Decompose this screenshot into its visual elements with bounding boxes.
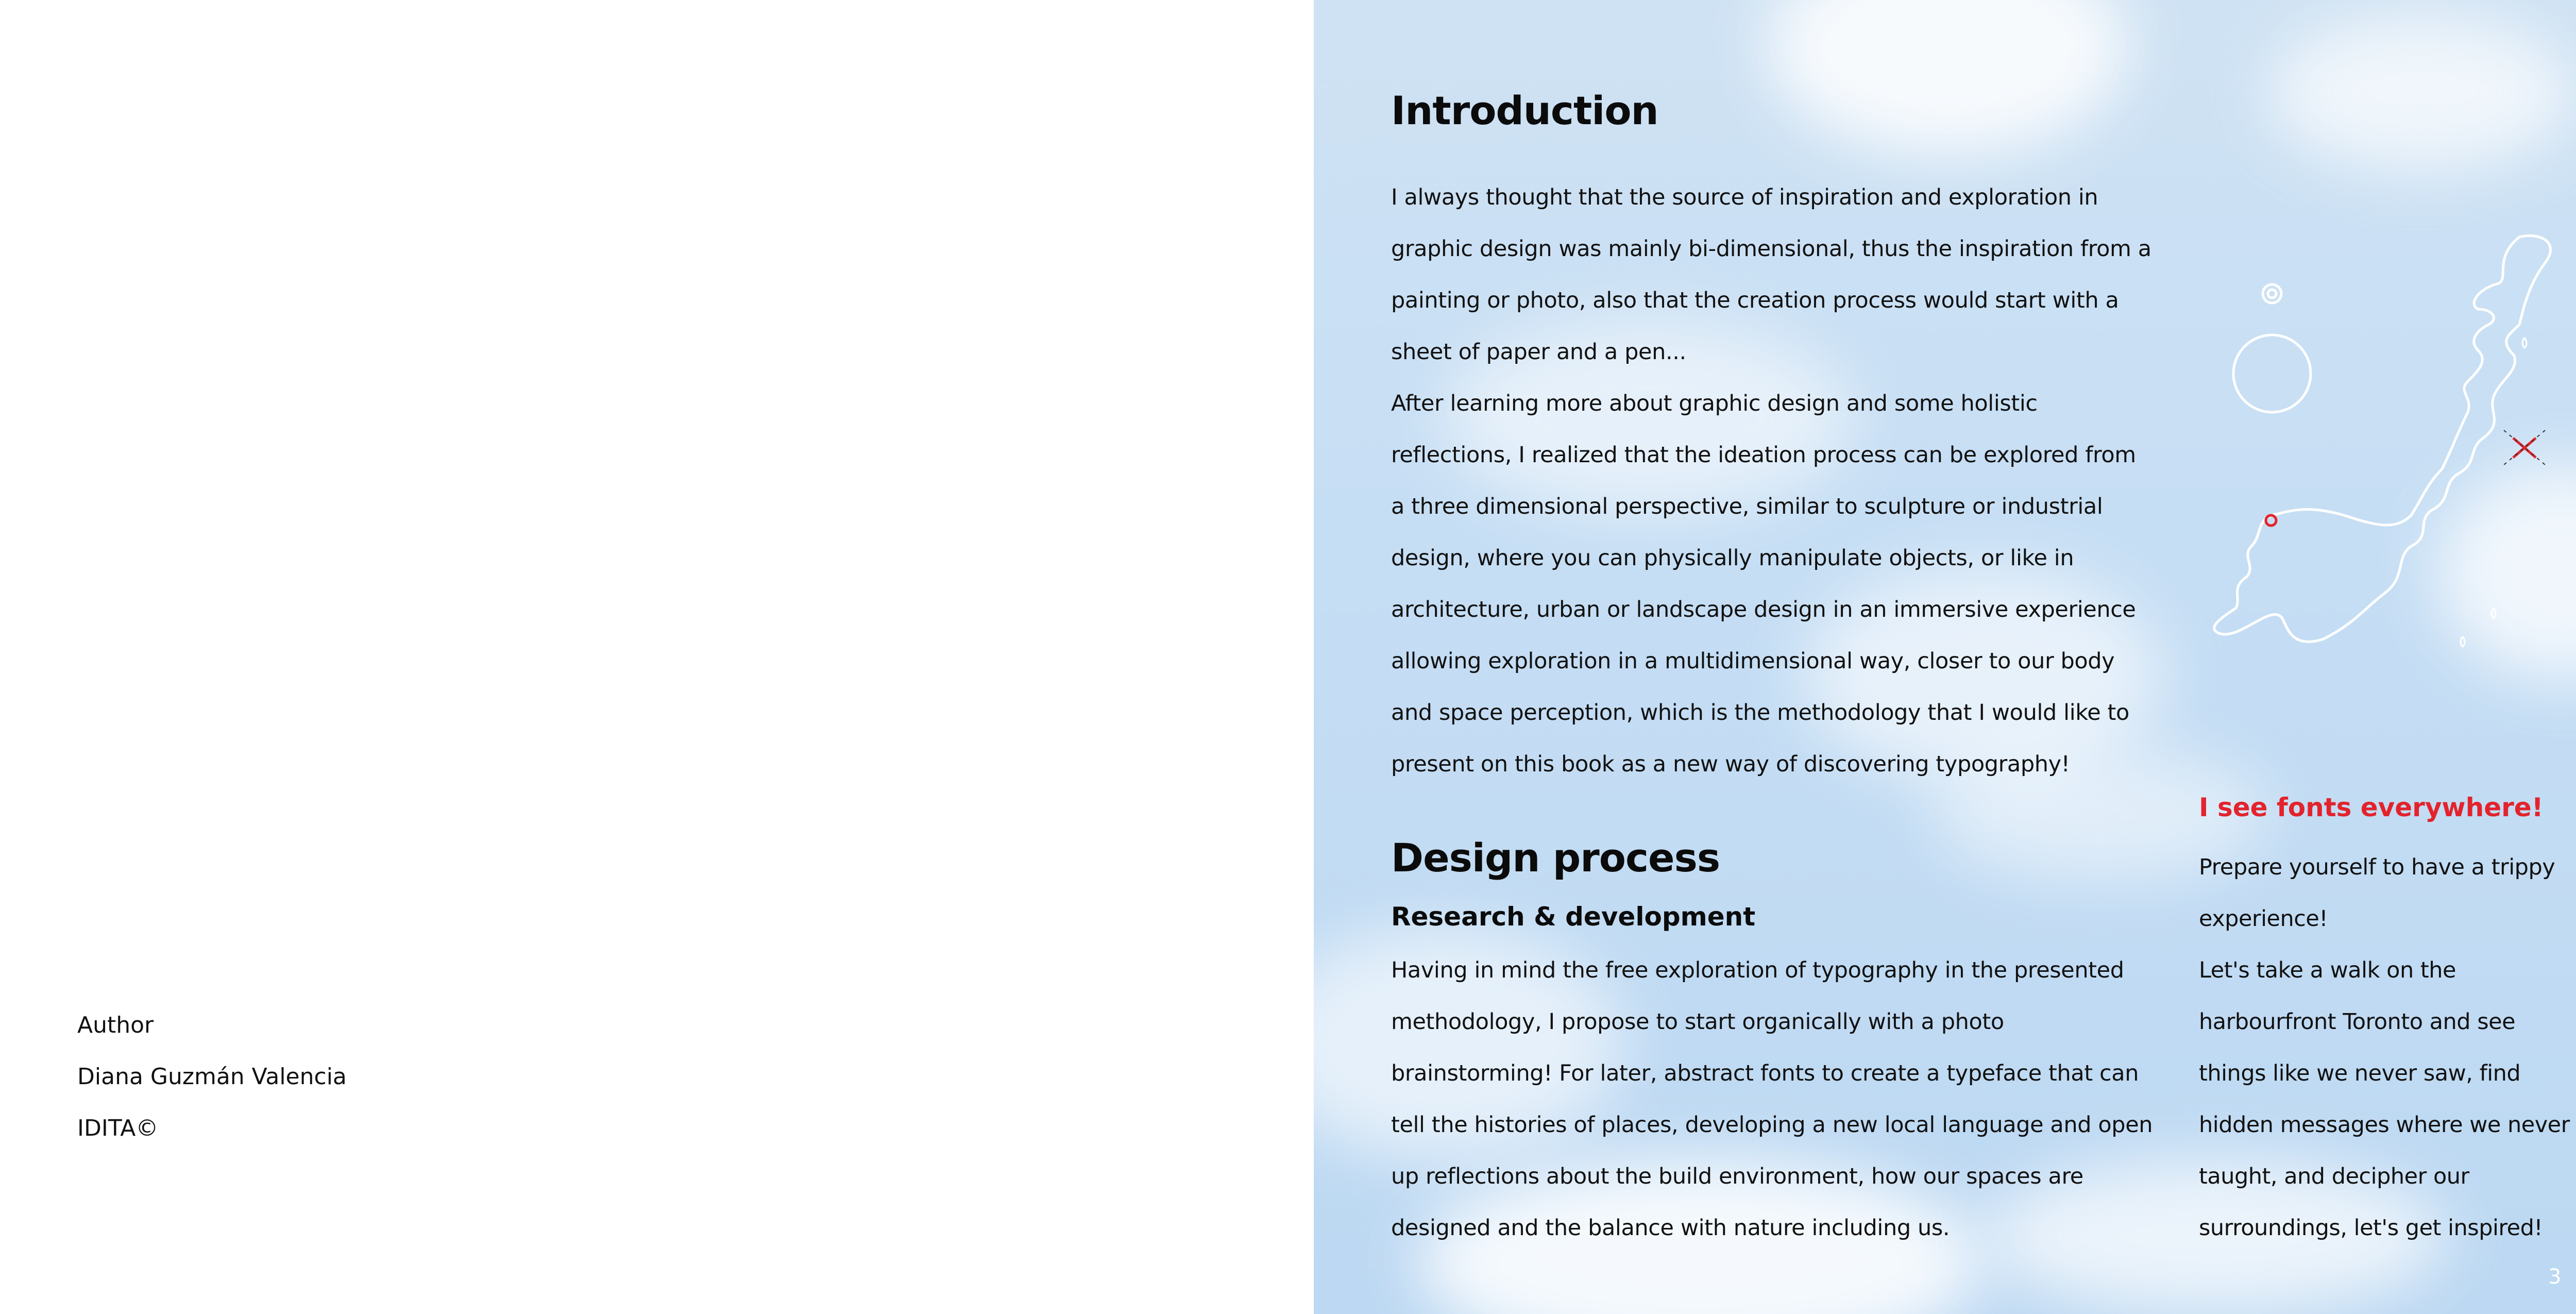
large-circle-icon [2233,335,2311,412]
sky-cloud [1767,0,2128,155]
harbourfront-map-graphic [2190,227,2561,690]
design-process-paragraph: Having in mind the free exploration of typography in the presented methodology, I propose to start organically with a photo brainstorming! For later, abstract fonts to create a typeface that can tell the histories of places, developing a new local language and open up reflections about the build environment, how our spaces are designed and the balance with nature including us. [1391,957,2153,1241]
introduction-paragraph: After learning more about graphic design and some holistic reflections, I realized that the ideation process can be explored from a three dimensional perspective, similar to sculpture or industrial design, where you can physically manipulate objects, or like in architecture, urban or landscape design in an immersive experience allowing exploration in a multidimensional way, closer to our body and space perception, which is the methodology that I would like to present on this book as a new way of discovering typography! [1391,391,2136,777]
research-subheading: Research & development [1391,902,1756,932]
introduction-heading: Introduction [1391,88,1658,133]
credit-author-name: Diana Guzmán Valencia [77,1064,347,1090]
sidebar-paragraph: Prepare yourself to have a trippy experience! [2199,854,2555,932]
sidebar-title: I see fonts everywhere! [2199,793,2544,822]
design-process-body [1391,945,2154,1254]
introduction-body [1391,172,2154,790]
compass-cross-icon [2504,430,2545,465]
page-number: 3 [2548,1265,2562,1289]
design-process-heading: Design process [1391,835,1720,881]
target-circle-icon [2263,284,2281,303]
right-page [1314,0,2576,1314]
introduction-paragraph: I always thought that the source of inspiration and exploration in graphic design was mainly bi-dimensional, thus the inspiration from a painting or photo, also that the creation process would start with a sheet of paper and a pen... [1391,184,2151,365]
credit-publisher: IDITA© [77,1115,159,1141]
credit-author-label: Author [77,1012,154,1038]
sidebar-body [2199,841,2570,1254]
author-credits [77,1000,347,1154]
target-circle-inner-icon [2268,290,2276,298]
sidebar-paragraph: Let's take a walk on the harbourfront Toronto and see things like we never saw, find hidden messages where we never taught, and decipher our surroundings, let's get inspired! [2199,957,2570,1241]
drop-marker-icon [2492,608,2496,618]
drop-marker-icon [2461,636,2465,647]
sky-cloud [2267,15,2576,170]
drop-marker-icon [2522,338,2527,348]
